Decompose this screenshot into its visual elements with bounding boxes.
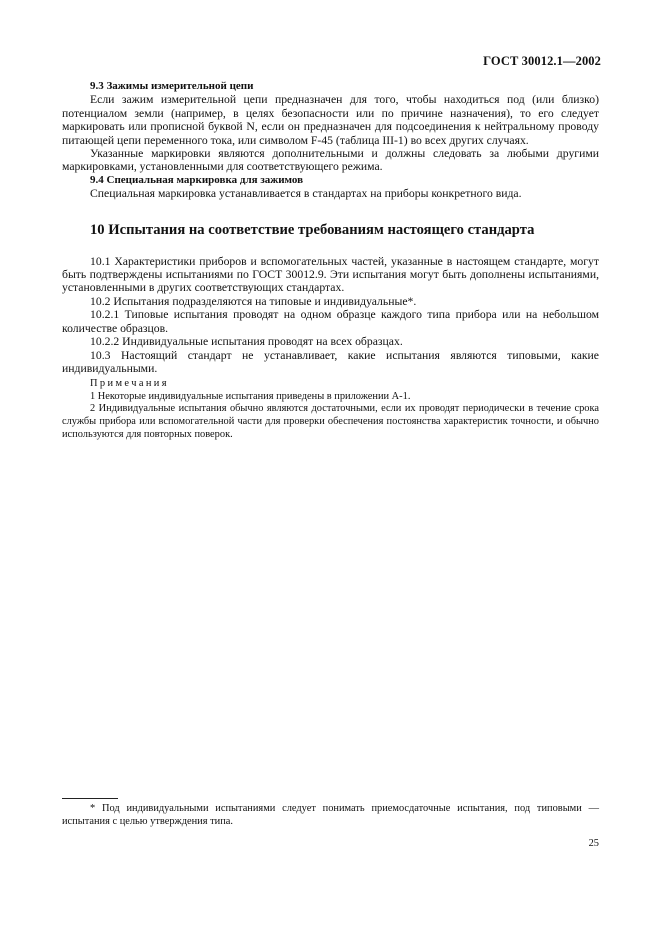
- note-2: 2 Индивидуальные испытания обычно являются достаточными, если их проводят периодически в течение срока службы прибора или вспомогательной части для проверки обеспечения постоянства характеристик точности, и обычно используются для повторных поверок.: [62, 403, 599, 440]
- paragraph-10-1: 10.1 Характеристики приборов и вспомогательных частей, указанные в настоящем стандарте, могут быть подтверждены испытаниями по ГОСТ 30012.9. Эти испытания могут быть дополнены испытаниями, установленными в других соответствующих стандартах.: [62, 254, 599, 295]
- paragraph-9-3-1: Если зажим измерительной цепи предназначен для того, чтобы находиться под (или близко) потенциалом земли (например, в целях безопасности или по причине назначения), то его следует маркировать или прописной буквой N, если он предназначен для подсоединения к нейтральному проводу питающей цепи переменного тока, или символом F-45 (таблица III-1) во всех других случаях.: [62, 93, 599, 147]
- notes-heading: Примечания: [90, 378, 169, 390]
- paragraph-10-2-2: 10.2.2 Индивидуальные испытания проводят на всех образцах.: [90, 335, 403, 349]
- page-number: 25: [588, 838, 599, 849]
- paragraph-10-2: 10.2 Испытания подразделяются на типовые и индивидуальные*.: [90, 294, 417, 308]
- paragraph-10-3: 10.3 Настоящий стандарт не устанавливает, какие испытания являются типовыми, какие индивидуальными.: [62, 348, 599, 375]
- note-1: 1 Некоторые индивидуальные испытания приведены в приложении А-1.: [90, 390, 411, 402]
- section-10-title: 10 Испытания на соответствие требованиям настоящего стандарта: [90, 221, 535, 238]
- paragraph-9-3-2: Указанные маркировки являются дополнительными и должны следовать за любыми другими маркировками, установленными для соответствующего режима.: [62, 147, 599, 174]
- footnote-divider: [62, 798, 118, 799]
- heading-9-4: 9.4 Специальная маркировка для зажимов: [90, 173, 304, 186]
- heading-9-3: 9.3 Зажимы измерительной цепи: [90, 80, 254, 92]
- paragraph-10-2-1: 10.2.1 Типовые испытания проводят на одном образце каждого типа прибора или на небольшом количестве образцов.: [62, 308, 599, 335]
- footnote: * Под индивидуальными испытаниями следует понимать приемосдаточные испытания, под типовыми — испытания с целью утверждения типа.: [62, 803, 599, 827]
- main-content: [62, 80, 599, 442]
- document-header-code: ГОСТ 30012.1—2002: [483, 54, 601, 68]
- paragraph-9-4-1: Специальная маркировка устанавливается в стандартах на приборы конкретного вида.: [90, 187, 522, 201]
